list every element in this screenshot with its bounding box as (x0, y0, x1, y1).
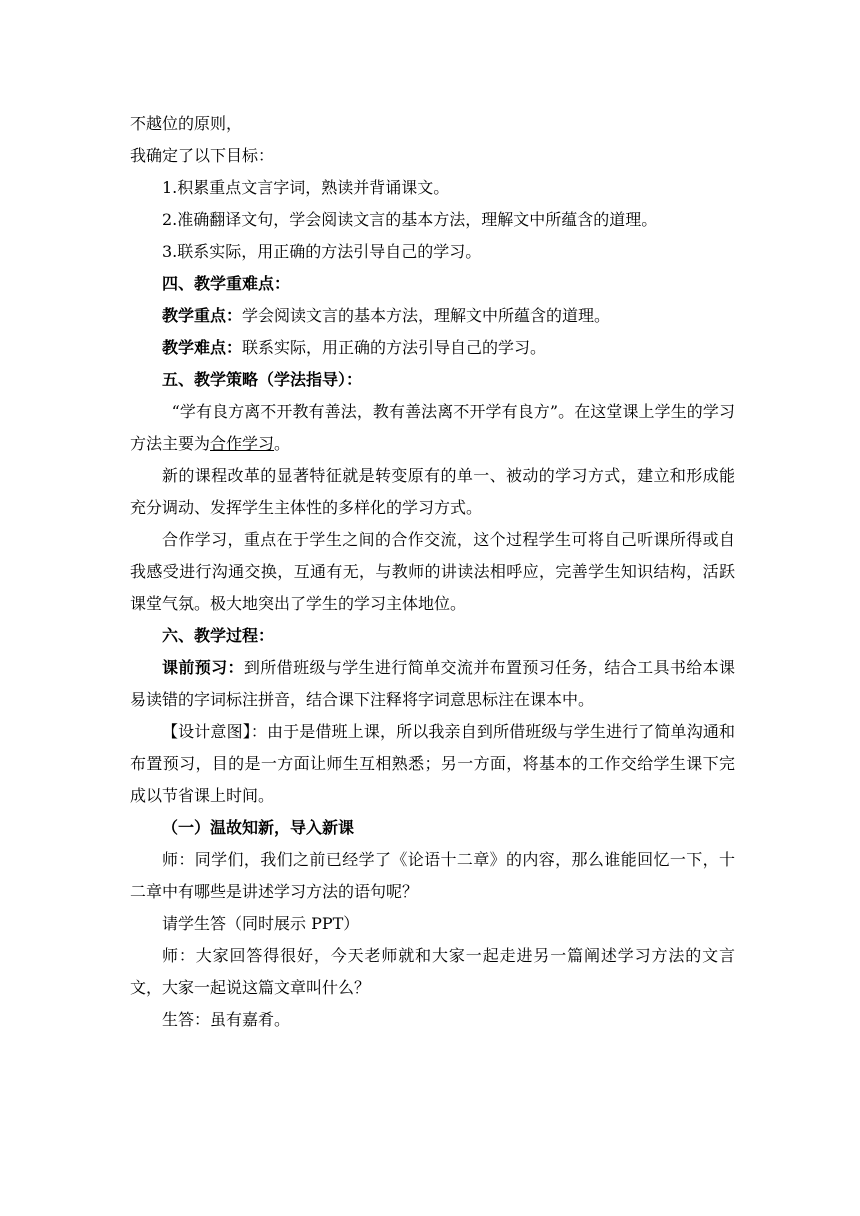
strategy-text-end: 。 (274, 434, 291, 453)
design-intent-label: 【设计意图】： (162, 722, 267, 741)
goal-item-1: 1.积累重点文言字词，熟读并背诵课文。 (162, 178, 450, 197)
section-heading-6: 六、教学过程： (162, 626, 275, 645)
design-intent-paragraph (130, 716, 735, 812)
difficult-point-label: 教学难点： (162, 338, 243, 357)
text-line: 不越位的原则， (130, 114, 243, 133)
section-heading-5: 五、教学策略（学法指导）： (162, 370, 363, 389)
key-point (130, 300, 735, 332)
strategy-text: “学有良方离不开教有善法，教有善法离不开学有良方”。在这堂课上学生的学习方法主要为 (130, 402, 735, 453)
cooperative-learning-term: 合作学习 (210, 434, 275, 453)
preview-paragraph (130, 652, 735, 716)
text-line: 我确定了以下目标： (130, 146, 275, 165)
difficult-point-text: 联系实际，用正确的方法引导自己的学习。 (242, 338, 547, 357)
difficult-point (130, 332, 735, 364)
strategy-paragraph-3: 合作学习，重点在于学生之间的合作交流，这个过程学生可将自己听课所得或自我感受进行沟通交换，互通有无，与教师的讲读法相呼应，完善学生知识结构，活跃课堂气氛。极大地突出了学生的学习主体地位。 (130, 530, 735, 613)
dialogue-teacher-1: 师：同学们，我们之前已经学了《论语十二章》的内容，那么谁能回忆一下，十二章中有哪些是讲述学习方法的语句呢？ (130, 850, 735, 901)
section-heading-4: 四、教学重难点： (162, 274, 291, 293)
document-page (130, 108, 735, 1036)
key-point-label: 教学重点： (162, 306, 243, 325)
key-point-text: 学会阅读文言的基本方法，理解文中所蕴含的道理。 (242, 306, 611, 325)
dialogue-teacher-2: 师：大家回答得很好，今天老师就和大家一起走进另一篇阐述学习方法的文言文，大家一起说这篇文章叫什么？ (130, 946, 735, 997)
dialogue-instruction: 请学生答（同时展示 PPT） (162, 914, 360, 933)
strategy-paragraph-2: 新的课程改革的显著特征就是转变原有的单一、被动的学习方式，建立和形成能充分调动、发挥学生主体性的多样化的学习方式。 (130, 466, 735, 517)
dialogue-student: 生答：虽有嘉肴。 (162, 1010, 291, 1029)
preview-text: 到所借班级与学生进行简单交流并布置预习任务，结合工具书给本课易读错的字词标注拼音，结合课下注释将字词意思标注在课本中。 (130, 658, 735, 709)
goal-item-2: 2.准确翻译文句，学会阅读文言的基本方法，理解文中所蕴含的道理。 (162, 210, 658, 229)
goal-item-3: 3.联系实际，用正确的方法引导自己的学习。 (162, 242, 482, 261)
subsection-heading-1: （一）温故知新，导入新课 (162, 818, 355, 837)
preview-label: 课前预习： (162, 658, 244, 677)
strategy-paragraph-1 (130, 396, 735, 460)
design-intent-text: 由于是借班上课，所以我亲自到所借班级与学生进行了简单沟通和布置预习，目的是一方面让师生互相熟悉；另一方面，将基本的工作交给学生课下完成以节省课上时间。 (130, 722, 735, 805)
